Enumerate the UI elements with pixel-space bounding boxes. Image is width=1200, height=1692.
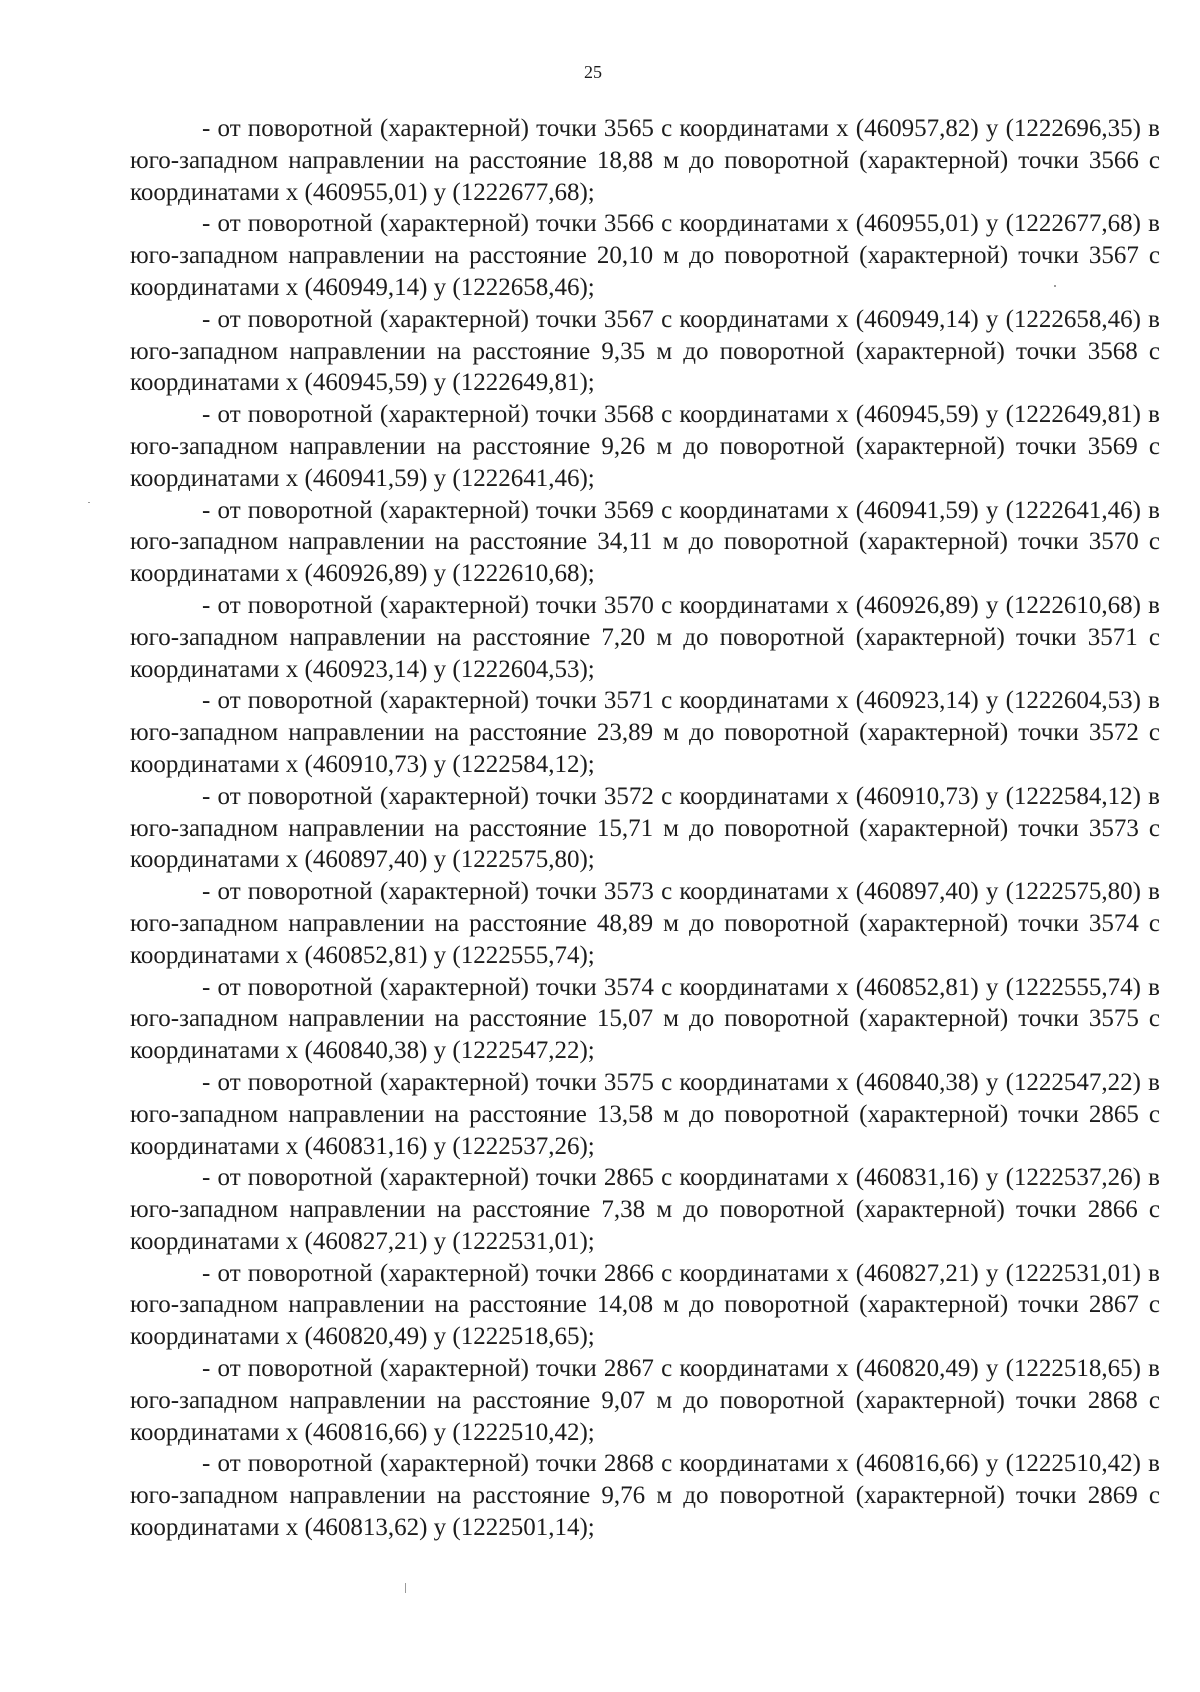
boundary-segment-paragraph: - от поворотной (характерной) точки 3568 с координатами x (460945,59) y (1222649,81) в юго-западном направлении на расстояние 9,26 м до поворотной (характерной) точки 3569 с координатами x (460941,59) y (1222641,46); [130,401,1160,492]
boundary-segment-paragraph: - от поворотной (характерной) точки 2866 с координатами x (460827,21) y (1222531,01) в юго-западном направлении на расстояние 14,08 м до поворотной (характерной) точки 2867 с координатами x (460820,49) y (1222518,65); [130,1259,1160,1351]
scan-mark [1054,285,1056,287]
scan-mark [88,502,90,503]
boundary-segment-paragraph: - от поворотной (характерной) точки 3569 с координатами x (460941,59) y (1222641,46) в юго-западном направлении на расстояние 34,11 м до поворотной (характерной) точки 3570 с координатами x (460926,89) y (1222610,68); [130,496,1160,588]
boundary-segment-paragraph: - от поворотной (характерной) точки 3567 с координатами x (460949,14) y (1222658,46) в юго-западном направлении на расстояние 9,35 м до поворотной (характерной) точки 3568 с координатами x (460945,59) y (1222649,81); [130,305,1160,397]
boundary-segment-paragraph: - от поворотной (характерной) точки 2867 с координатами x (460820,49) y (1222518,65) в юго-западном направлении на расстояние 9,07 м до поворотной (характерной) точки 2868 с координатами x (460816,66) y (1222510,42); [130,1355,1160,1446]
boundary-point-list [130,113,1160,1544]
boundary-segment-paragraph: - от поворотной (характерной) точки 2868 с координатами x (460816,66) y (1222510,42) в юго-западном направлении на расстояние 9,76 м до поворотной (характерной) точки 2869 с координатами x (460813,62) y (1222501,14); [130,1450,1160,1542]
boundary-segment-paragraph: - от поворотной (характерной) точки 3566 с координатами x (460955,01) y (1222677,68) в юго-западном направлении на расстояние 20,10 м до поворотной (характерной) точки 3567 с координатами x (460949,14) y (1222658,46); [130,210,1160,301]
boundary-segment-paragraph: - от поворотной (характерной) точки 3575 с координатами x (460840,38) y (1222547,22) в юго-западном направлении на расстояние 13,58 м до поворотной (характерной) точки 2865 с координатами x (460831,16) y (1222537,26); [130,1068,1160,1160]
boundary-segment-paragraph: - от поворотной (характерной) точки 3571 с координатами x (460923,14) y (1222604,53) в юго-западном направлении на расстояние 23,89 м до поворотной (характерной) точки 3572 с координатами x (460910,73) y (1222584,12); [130,687,1160,778]
scan-mark [405,1583,406,1593]
boundary-segment-paragraph: - от поворотной (характерной) точки 3574 с координатами x (460852,81) y (1222555,74) в юго-западном направлении на расстояние 15,07 м до поворотной (характерной) точки 3575 с координатами x (460840,38) y (1222547,22); [130,973,1160,1065]
boundary-segment-paragraph: - от поворотной (характерной) точки 3573 с координатами x (460897,40) y (1222575,80) в юго-западном направлении на расстояние 48,89 м до поворотной (характерной) точки 3574 с координатами x (460852,81) y (1222555,74); [130,878,1160,969]
boundary-segment-paragraph: - от поворотной (характерной) точки 3572 с координатами x (460910,73) y (1222584,12) в юго-западном направлении на расстояние 15,71 м до поворотной (характерной) точки 3573 с координатами x (460897,40) y (1222575,80); [130,782,1160,874]
boundary-segment-paragraph: - от поворотной (характерной) точки 2865 с координатами x (460831,16) y (1222537,26) в юго-западном направлении на расстояние 7,38 м до поворотной (характерной) точки 2866 с координатами x (460827,21) y (1222531,01); [130,1164,1160,1255]
page-number: 25 [584,62,602,82]
boundary-segment-paragraph: - от поворотной (характерной) точки 3565 с координатами x (460957,82) y (1222696,35) в юго-западном направлении на расстояние 18,88 м до поворотной (характерной) точки 3566 с координатами x (460955,01) y (1222677,68); [130,115,1160,206]
boundary-segment-paragraph: - от поворотной (характерной) точки 3570 с координатами x (460926,89) y (1222610,68) в юго-западном направлении на расстояние 7,20 м до поворотной (характерной) точки 3571 с координатами x (460923,14) y (1222604,53); [130,591,1160,683]
